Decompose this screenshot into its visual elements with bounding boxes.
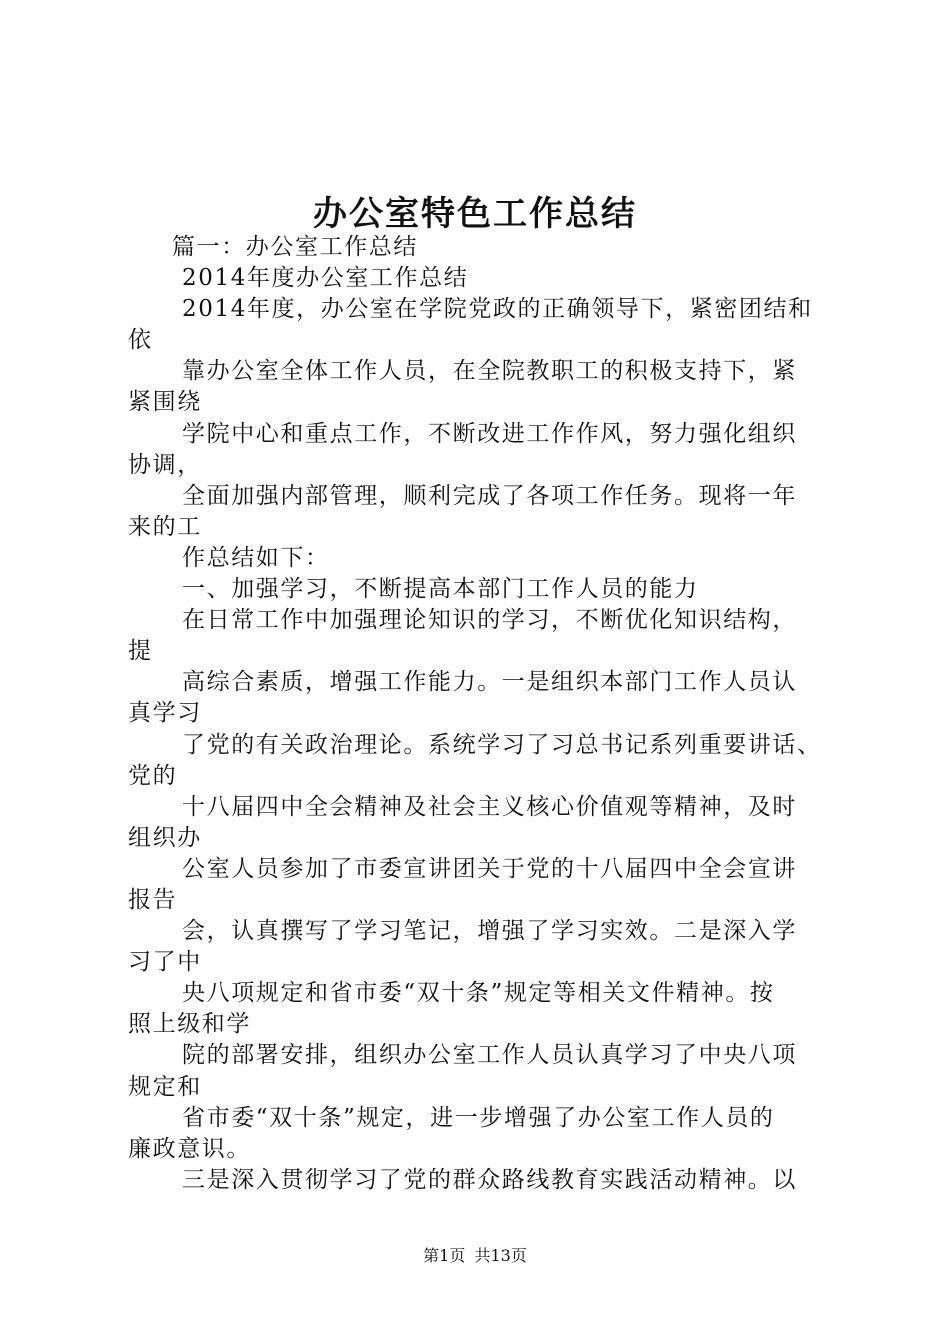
text-line: 学院中心和重点工作，不断改进工作作风，努力强化组织: [182, 420, 797, 447]
text-line: 央八项规定和省市委“双十条”规定等相关文件精神。按: [182, 980, 775, 1007]
text-line: 规定和: [128, 1073, 202, 1100]
text-line: 提: [128, 638, 153, 665]
page-total: 共13页: [474, 1246, 527, 1265]
text-line: 全面加强内部管理，顺利完成了各项工作任务。现将一年: [182, 482, 797, 509]
text-line: 党的: [128, 762, 178, 789]
text-line: 在日常工作中加强理论知识的学习，不断优化知识结构，: [182, 607, 797, 634]
text-line: 三是深入贯彻学习了党的群众路线教育实践活动精神。以: [182, 1166, 797, 1193]
text-line: 会，认真撰写了学习笔记，增强了学习实效。二是深入学: [182, 918, 797, 945]
text-line: 照上级和学: [128, 1011, 251, 1038]
text-line: 报告: [128, 886, 178, 913]
text-line: 作总结如下：: [182, 544, 330, 571]
document-title: 办公室特色工作总结: [313, 194, 637, 234]
text-line: 高综合素质，增强工作能力。一是组织本部门工作人员认: [182, 669, 797, 696]
text-line: 协调，: [128, 451, 202, 478]
text-line: 2014年度办公室工作总结: [182, 265, 469, 292]
text-line: 一、加强学习，不断提高本部门工作人员的能力: [182, 576, 699, 603]
text-line: 篇一：办公室工作总结: [172, 234, 418, 260]
text-line: 2014年度，办公室在学院党政的正确领导下，紧密团结和: [182, 296, 813, 323]
text-line: 靠办公室全体工作人员，在全院教职工的积极支持下，紧: [182, 358, 797, 385]
text-line: 院的部署安排，组织办公室工作人员认真学习了中央八项: [182, 1042, 797, 1069]
text-line: 组织办: [128, 824, 202, 851]
text-line: 省市委“双十条”规定，进一步增强了办公室工作人员的: [182, 1104, 775, 1131]
text-line: 了党的有关政治理论。系统学习了习总书记系列重要讲话、: [182, 731, 822, 758]
text-line: 紧围绕: [128, 389, 202, 416]
document-body: [128, 232, 838, 1196]
page-number: 第1页: [423, 1246, 466, 1265]
text-line: 习了中: [128, 949, 202, 976]
text-line: 依: [128, 327, 153, 354]
text-line: 公室人员参加了市委宣讲团关于党的十八届四中全会宣讲: [182, 855, 797, 882]
text-line: 真学习: [128, 700, 202, 727]
text-line: 十八届四中全会精神及社会主义核心价值观等精神，及时: [182, 793, 797, 820]
text-line: 廉政意识。: [128, 1135, 251, 1162]
text-line: 来的工: [128, 513, 202, 540]
page-footer: [0, 1243, 950, 1266]
